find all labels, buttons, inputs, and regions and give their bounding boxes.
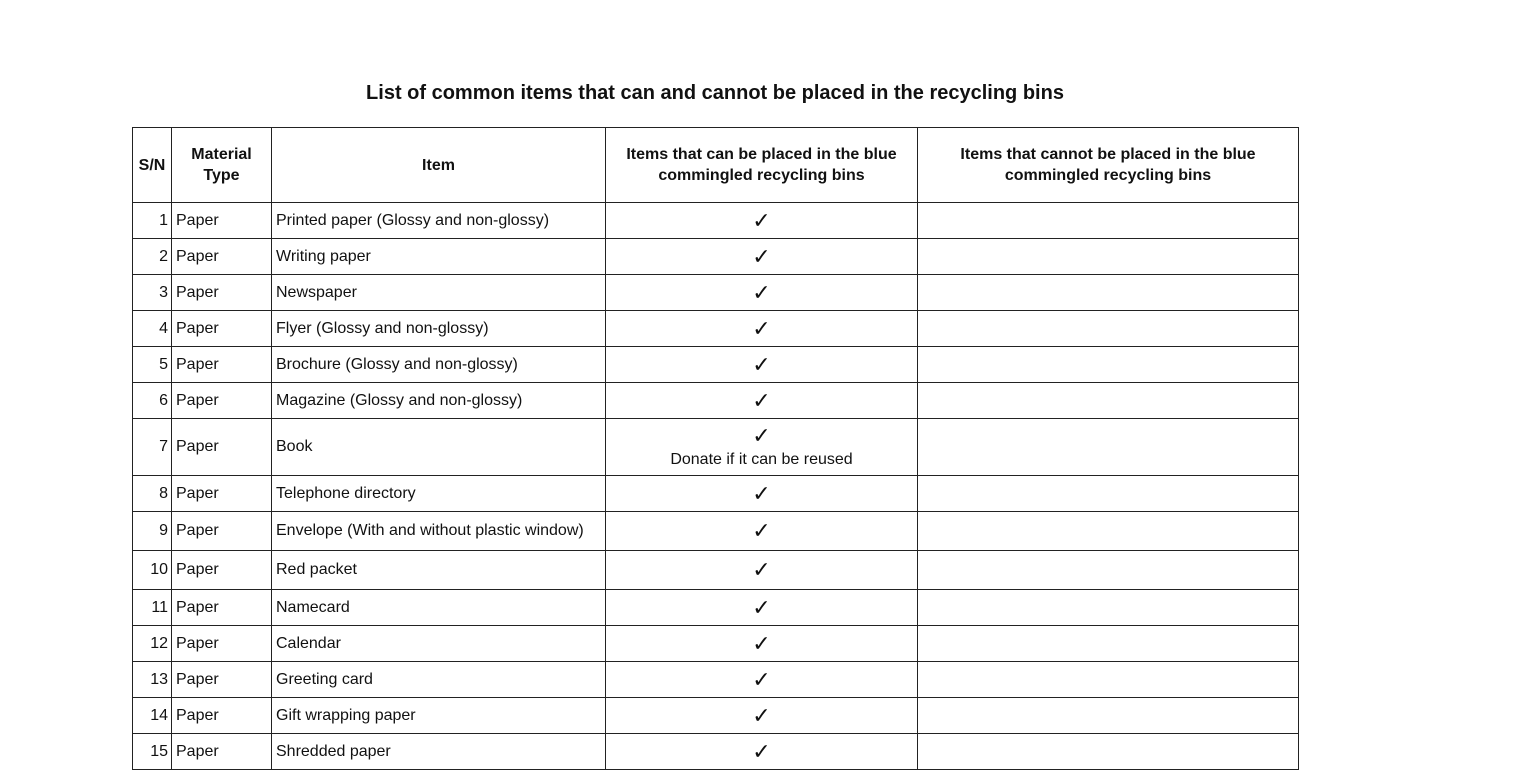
cell-material-type: Paper	[172, 476, 272, 512]
cell-sn: 11	[133, 590, 172, 626]
table-row	[133, 476, 1299, 512]
header-sn: S/N	[133, 128, 172, 203]
cell-sn: 3	[133, 275, 172, 311]
table-row	[133, 203, 1299, 239]
cell-item: Writing paper	[272, 239, 606, 275]
header-item: Item	[272, 128, 606, 203]
cell-material-type: Paper	[172, 239, 272, 275]
cell-item: Calendar	[272, 626, 606, 662]
cell-material-type: Paper	[172, 419, 272, 476]
cell-cannot-recycle	[918, 239, 1299, 275]
table-row	[133, 311, 1299, 347]
cell-can-recycle	[606, 512, 918, 551]
cell-item: Red packet	[272, 551, 606, 590]
cell-sn: 6	[133, 383, 172, 419]
cell-cannot-recycle	[918, 512, 1299, 551]
cell-sn: 9	[133, 512, 172, 551]
table-row	[133, 551, 1299, 590]
checkmark-icon: ✓	[752, 279, 771, 305]
cell-material-type: Paper	[172, 734, 272, 770]
cell-cannot-recycle	[918, 476, 1299, 512]
cell-material-type: Paper	[172, 662, 272, 698]
document-title: List of common items that can and cannot be placed in the recycling bins	[366, 82, 1064, 104]
header-material-type: Material Type	[172, 128, 272, 203]
checkmark-icon: ✓	[752, 351, 771, 377]
cell-can-recycle	[606, 476, 918, 512]
cell-can-recycle	[606, 275, 918, 311]
cell-sn: 8	[133, 476, 172, 512]
cell-cannot-recycle	[918, 347, 1299, 383]
cell-item: Brochure (Glossy and non-glossy)	[272, 347, 606, 383]
cell-sn: 12	[133, 626, 172, 662]
cell-sn: 10	[133, 551, 172, 590]
cell-item: Shredded paper	[272, 734, 606, 770]
cell-cannot-recycle	[918, 551, 1299, 590]
cell-item: Flyer (Glossy and non-glossy)	[272, 311, 606, 347]
cell-sn: 15	[133, 734, 172, 770]
cell-item: Newspaper	[272, 275, 606, 311]
cell-material-type: Paper	[172, 551, 272, 590]
table-row	[133, 239, 1299, 275]
cell-can-recycle	[606, 239, 918, 275]
cell-material-type: Paper	[172, 347, 272, 383]
cell-can-recycle	[606, 203, 918, 239]
cell-item: Gift wrapping paper	[272, 698, 606, 734]
checkmark-icon: ✓	[752, 518, 771, 543]
cell-material-type: Paper	[172, 203, 272, 239]
cell-cannot-recycle	[918, 590, 1299, 626]
table-row	[133, 698, 1299, 734]
checkmark-icon: ✓	[752, 387, 771, 413]
checkmark-icon: ✓	[752, 480, 771, 506]
header-cannot-recycle: Items that cannot be placed in the blue commingled recycling bins	[918, 128, 1299, 203]
checkmark-icon: ✓	[752, 666, 771, 692]
table-row	[133, 275, 1299, 311]
checkmark-icon: ✓	[752, 630, 771, 656]
table-row	[133, 734, 1299, 770]
table-row	[133, 383, 1299, 419]
cell-can-recycle	[606, 383, 918, 419]
cell-sn: 1	[133, 203, 172, 239]
cell-item: Greeting card	[272, 662, 606, 698]
cell-can-recycle	[606, 734, 918, 770]
table-row	[133, 347, 1299, 383]
cell-material-type: Paper	[172, 275, 272, 311]
table-row	[133, 419, 1299, 476]
cell-item: Printed paper (Glossy and non-glossy)	[272, 203, 606, 239]
cell-cannot-recycle	[918, 275, 1299, 311]
cell-can-recycle	[606, 311, 918, 347]
cell-item: Envelope (With and without plastic window)	[272, 512, 606, 551]
checkmark-icon: ✓	[752, 557, 771, 582]
cell-sn: 4	[133, 311, 172, 347]
header-row	[133, 128, 1299, 203]
cell-sn: 5	[133, 347, 172, 383]
cell-can-recycle	[606, 347, 918, 383]
cell-can-recycle	[606, 662, 918, 698]
cell-material-type: Paper	[172, 383, 272, 419]
cell-can-recycle	[606, 590, 918, 626]
cell-cannot-recycle	[918, 419, 1299, 476]
checkmark-icon: ✓	[752, 315, 771, 341]
cell-note: Donate if it can be reused	[670, 451, 853, 468]
checkmark-icon: ✓	[752, 207, 771, 233]
table-row	[133, 590, 1299, 626]
cell-sn: 7	[133, 419, 172, 476]
cell-item: Telephone directory	[272, 476, 606, 512]
cell-can-recycle	[606, 551, 918, 590]
cell-can-recycle	[606, 419, 918, 476]
checkmark-icon: ✓	[752, 738, 771, 764]
table-row	[133, 512, 1299, 551]
cell-cannot-recycle	[918, 626, 1299, 662]
cell-can-recycle	[606, 626, 918, 662]
cell-item: Magazine (Glossy and non-glossy)	[272, 383, 606, 419]
recycling-table	[132, 127, 1299, 770]
checkmark-icon: ✓	[752, 594, 771, 620]
cell-material-type: Paper	[172, 590, 272, 626]
checkmark-icon: ✓	[752, 423, 771, 448]
cell-cannot-recycle	[918, 734, 1299, 770]
cell-cannot-recycle	[918, 662, 1299, 698]
cell-cannot-recycle	[918, 698, 1299, 734]
cell-cannot-recycle	[918, 383, 1299, 419]
table-row	[133, 662, 1299, 698]
table-row	[133, 626, 1299, 662]
cell-sn: 13	[133, 662, 172, 698]
cell-sn: 2	[133, 239, 172, 275]
checkmark-icon: ✓	[752, 702, 771, 728]
header-can-recycle: Items that can be placed in the blue commingled recycling bins	[606, 128, 918, 203]
cell-material-type: Paper	[172, 698, 272, 734]
cell-material-type: Paper	[172, 311, 272, 347]
cell-sn: 14	[133, 698, 172, 734]
cell-can-recycle	[606, 698, 918, 734]
cell-cannot-recycle	[918, 203, 1299, 239]
checkmark-icon: ✓	[752, 243, 771, 269]
cell-material-type: Paper	[172, 626, 272, 662]
cell-item: Book	[272, 419, 606, 476]
cell-material-type: Paper	[172, 512, 272, 551]
cell-cannot-recycle	[918, 311, 1299, 347]
cell-item: Namecard	[272, 590, 606, 626]
